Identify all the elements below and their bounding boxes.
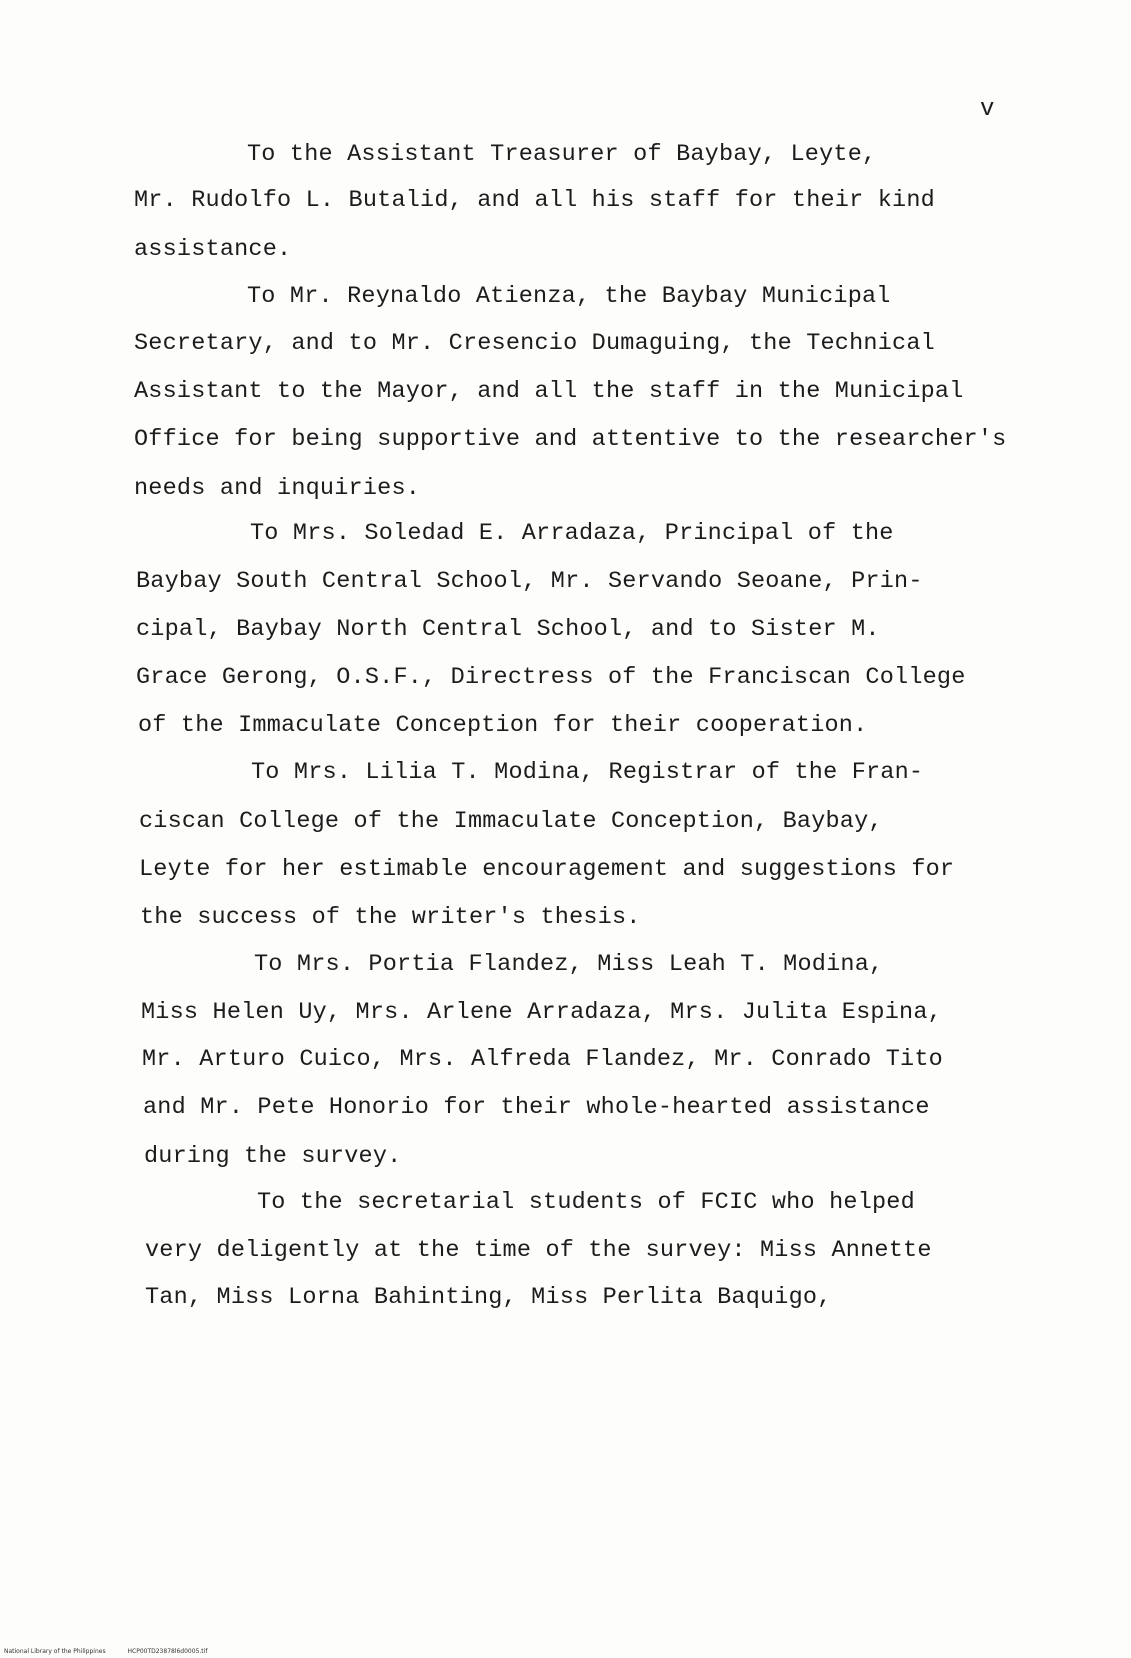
page-number: v [980,96,995,123]
file-identifier: HCP00TD23878l6d0005.tif [127,1648,208,1655]
text-line: assistance. [134,236,292,263]
text-line: Assistant to the Mayor, and all the staff in the Municipal [134,378,964,405]
text-line: To the secretarial students of FCIC who helped [257,1189,915,1216]
text-line: To Mrs. Portia Flandez, Miss Leah T. Modina, [254,951,884,978]
scan-footer [4,1648,227,1655]
text-line: during the survey. [144,1143,402,1170]
text-line: Baybay South Central School, Mr. Servando Seoane, Prin- [136,568,923,595]
text-line: Secretary, and to Mr. Cresencio Dumaguing, the Technical [134,330,935,357]
text-line: Mr. Arturo Cuico, Mrs. Alfreda Flandez, Mr. Conrado Tito [142,1046,943,1073]
text-line: Tan, Miss Lorna Bahinting, Miss Perlita Baquigo, [145,1284,832,1311]
text-line: Miss Helen Uy, Mrs. Arlene Arradaza, Mrs. Julita Espina, [141,999,942,1026]
text-line: To Mr. Reynaldo Atienza, the Baybay Municipal [247,283,891,310]
text-line: of the Immaculate Conception for their cooperation. [138,712,868,739]
text-line: cipal, Baybay North Central School, and to Sister M. [136,616,880,643]
text-line: and Mr. Pete Honorio for their whole-hearted assistance [143,1094,930,1121]
text-line: needs and inquiries. [134,475,421,502]
text-line: To Mrs. Lilia T. Modina, Registrar of the Fran- [251,759,924,786]
text-line: Grace Gerong, O.S.F., Directress of the Franciscan College [136,664,966,691]
text-line: the success of the writer's thesis. [140,904,641,931]
text-line: Leyte for her estimable encouragement and suggestions for [139,856,955,883]
library-credit: National Library of the Philippines [4,1648,106,1655]
text-line: ciscan College of the Immaculate Conception, Baybay, [139,808,883,835]
text-line: very deligently at the time of the survey: Miss Annette [145,1237,932,1264]
text-line: To the Assistant Treasurer of Baybay, Leyte, [247,141,877,168]
text-line: Mr. Rudolfo L. Butalid, and all his staff for their kind [134,187,935,214]
text-line: Office for being supportive and attentive to the researcher's [134,426,1007,453]
text-line: To Mrs. Soledad E. Arradaza, Principal of the [250,520,894,547]
